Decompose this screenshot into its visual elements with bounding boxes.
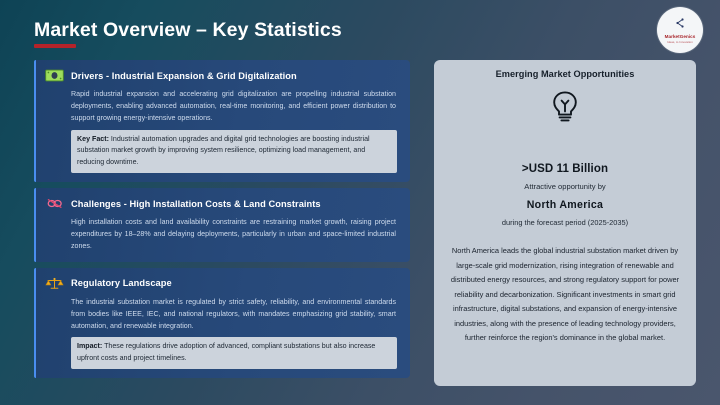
callout-text: These regulations drive adoption of advanced, compliant substations but also increase upfront costs and project timelines. bbox=[77, 342, 376, 362]
callout-text: Industrial automation upgrades and digital grid technologies are boosting industrial substation market growth by improving system resilience, optimizing load management, and reducing downtime. bbox=[77, 134, 370, 166]
panel-title: Emerging Market Opportunities bbox=[495, 69, 635, 79]
broken-link-icon bbox=[45, 196, 64, 211]
impact-callout bbox=[71, 337, 397, 369]
card-body-text: High installation costs and land availability constraints are restraining market growth, raising project expenditures by 18–28% and delaying deployments, particularly in urban and space-limited industrial zones. bbox=[71, 218, 396, 251]
leading-region-name: North America bbox=[526, 199, 604, 211]
network-nodes-icon bbox=[674, 16, 686, 34]
card-challenges bbox=[34, 188, 410, 262]
forecast-period: during the forecast period (2025-2035) bbox=[501, 218, 629, 227]
card-title: Drivers - Industrial Expansion & Grid Digitalization bbox=[71, 70, 297, 81]
card-header bbox=[45, 68, 400, 83]
card-header bbox=[45, 196, 400, 211]
balance-scales-icon bbox=[45, 276, 64, 291]
card-title: Regulatory Landscape bbox=[71, 278, 172, 289]
lightbulb-icon bbox=[550, 90, 580, 129]
card-body-text: The industrial substation market is regulated by strict safety, reliability, and environmental standards from bodies like IEEE, IEC, and national regulators, with mandates emphasizing grid stability, smart automation, and renewable integration. bbox=[71, 297, 396, 330]
key-statistics-card-list bbox=[34, 60, 410, 378]
card-regulatory-landscape bbox=[34, 268, 410, 379]
region-description: North America leads the global industrial substation market driven by large-scale grid modernization, rising integration of renewable and distributed energy resources, and strong regulatory support for power reliability and decarbonization. Significant investments in smart grid infrastructure, digital substations, and expansion of energy-intensive industries, along with the presence of leading technology providers, further reinforce the region's dominance in the global market. bbox=[450, 246, 680, 343]
callout-label: Key Fact: bbox=[77, 134, 109, 143]
title-underline-accent bbox=[34, 44, 76, 48]
logo-tagline: Ideas, to Innovation bbox=[667, 39, 693, 44]
card-body-text: Rapid industrial expansion and accelerating grid digitalization are propelling industrial substation deployments, enabling advanced automation, real-time monitoring, and efficient power distribution to support growing energy-intensive operations. bbox=[71, 90, 396, 123]
card-drivers bbox=[34, 60, 410, 182]
company-logo bbox=[657, 7, 703, 53]
logo-brand-name: MarketGenics bbox=[664, 34, 696, 40]
opportunity-label: Attractive opportunity by bbox=[524, 182, 606, 191]
key-fact-callout bbox=[71, 130, 397, 173]
page-title: Market Overview – Key Statistics bbox=[34, 19, 342, 41]
market-value: >USD 11 Billion bbox=[521, 163, 609, 175]
callout-label: Impact: bbox=[77, 342, 103, 351]
card-header bbox=[45, 276, 400, 291]
card-title: Challenges - High Installation Costs & Land Constraints bbox=[71, 198, 321, 209]
banknote-icon bbox=[45, 68, 64, 83]
emerging-opportunities-panel bbox=[434, 60, 696, 386]
